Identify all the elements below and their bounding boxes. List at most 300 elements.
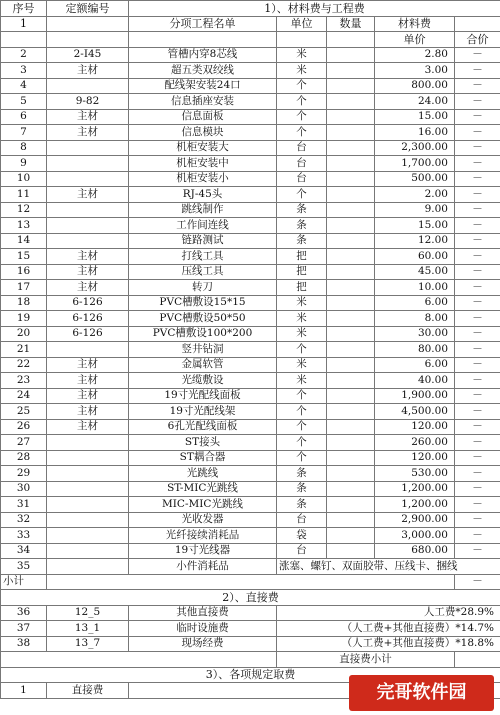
- row-price: 500.00: [375, 171, 455, 187]
- row-code: 主材: [47, 404, 129, 420]
- row-seq: 22: [1, 357, 47, 373]
- header-row: [1, 16, 500, 32]
- row-code: [47, 512, 129, 528]
- row-seq: 38: [1, 636, 47, 652]
- row-total: －: [455, 497, 500, 513]
- row-code: 6-126: [47, 311, 129, 327]
- table-row: [1, 94, 500, 110]
- row-qty: [327, 202, 375, 218]
- row-formula: （人工费+其他直接费）*18.8%: [277, 636, 500, 652]
- header-seq: 序号: [1, 1, 47, 17]
- row-seq: 8: [1, 140, 47, 156]
- table-row: [1, 512, 500, 528]
- row-price: 16.00: [375, 125, 455, 141]
- row-item: ST接头: [129, 435, 277, 451]
- row-total: －: [455, 481, 500, 497]
- table-row-35: [1, 559, 500, 575]
- row-price: 2,900.00: [375, 512, 455, 528]
- row-qty: [327, 326, 375, 342]
- header-unit: 单位: [277, 16, 327, 32]
- row-qty: [327, 342, 375, 358]
- table-row: [1, 326, 500, 342]
- row-item: MIC-MIC光跳线: [129, 497, 277, 513]
- row-item: 机柜安装小: [129, 171, 277, 187]
- row-seq: 32: [1, 512, 47, 528]
- row-total: －: [455, 342, 500, 358]
- table-row: [1, 233, 500, 249]
- row-total: －: [455, 140, 500, 156]
- row-total: －: [455, 202, 500, 218]
- table-row: [1, 357, 500, 373]
- row-unit: 条: [277, 218, 327, 234]
- row-item: 临时设施费: [129, 621, 277, 637]
- row-total: －: [455, 404, 500, 420]
- row-unit: 条: [277, 497, 327, 513]
- row-price: 2.00: [375, 187, 455, 203]
- row-unit: 米: [277, 295, 327, 311]
- direct-subtotal-row: [1, 652, 500, 668]
- row-code: 主材: [47, 357, 129, 373]
- row-item: 机柜安装大: [129, 140, 277, 156]
- direct-fee-row: [1, 621, 500, 637]
- row-seq: 6: [1, 109, 47, 125]
- row-unit: 个: [277, 342, 327, 358]
- row-item: 超五类双绞线: [129, 63, 277, 79]
- row-unit: 个: [277, 450, 327, 466]
- row-unit: 条: [277, 466, 327, 482]
- row-unit: 台: [277, 543, 327, 559]
- row-price: 530.00: [375, 466, 455, 482]
- row-item: 管槽内穿8芯线: [129, 47, 277, 63]
- row-price: 30.00: [375, 326, 455, 342]
- row-qty: [327, 78, 375, 94]
- row-seq: 28: [1, 450, 47, 466]
- table-row: [1, 466, 500, 482]
- row-qty: [327, 388, 375, 404]
- table-row: [1, 187, 500, 203]
- row-seq: 10: [1, 171, 47, 187]
- row-price: 9.00: [375, 202, 455, 218]
- row-qty: [327, 435, 375, 451]
- row-qty: [327, 295, 375, 311]
- row-item: 光跳线: [129, 466, 277, 482]
- row-item: 打线工具: [129, 249, 277, 265]
- row-qty: [327, 419, 375, 435]
- row-price: 45.00: [375, 264, 455, 280]
- row-unit: 条: [277, 202, 327, 218]
- row-seq: 20: [1, 326, 47, 342]
- row-code: 2-I45: [47, 47, 129, 63]
- row-total: －: [455, 357, 500, 373]
- row-price: 1,900.00: [375, 388, 455, 404]
- row-price: 15.00: [375, 218, 455, 234]
- row-total: －: [455, 47, 500, 63]
- row-code: [47, 140, 129, 156]
- row-code: 6-126: [47, 295, 129, 311]
- row-item: 配线架安装24口: [129, 78, 277, 94]
- row-item: 19寸光配线架: [129, 404, 277, 420]
- header-unit-price: 单价: [375, 32, 455, 48]
- row-seq: 1: [1, 683, 47, 699]
- row-code: [47, 466, 129, 482]
- row-code: 6-126: [47, 326, 129, 342]
- row-code: 主材: [47, 187, 129, 203]
- row-price: 8.00: [375, 311, 455, 327]
- row-seq: 27: [1, 435, 47, 451]
- row-formula: （人工费+其他直接费）*14.7%: [277, 621, 500, 637]
- row-code: 直接费: [47, 683, 129, 699]
- row-seq: 25: [1, 404, 47, 420]
- row-qty: [327, 512, 375, 528]
- row-unit: 个: [277, 435, 327, 451]
- row-unit: 把: [277, 280, 327, 296]
- row-seq: 14: [1, 233, 47, 249]
- row-item: 链路测试: [129, 233, 277, 249]
- row-total: －: [455, 450, 500, 466]
- row-item: 信息模块: [129, 125, 277, 141]
- row-unit: 个: [277, 78, 327, 94]
- row-item: 转刀: [129, 280, 277, 296]
- row-price: 680.00: [375, 543, 455, 559]
- row-qty: [327, 481, 375, 497]
- row-code: 主材: [47, 63, 129, 79]
- row-code: 9-82: [47, 94, 129, 110]
- row-item: 竖井钻洞: [129, 342, 277, 358]
- row-qty: [327, 249, 375, 265]
- row-total: －: [455, 326, 500, 342]
- row-unit: 米: [277, 373, 327, 389]
- row-code: [47, 202, 129, 218]
- table-row: [1, 264, 500, 280]
- row-total: －: [455, 512, 500, 528]
- row-item: 光收发器: [129, 512, 277, 528]
- header-code: 定额编号: [47, 1, 129, 17]
- row-price: 4,500.00: [375, 404, 455, 420]
- row-item: 信息插座安装: [129, 94, 277, 110]
- row-item: 机柜安装中: [129, 156, 277, 172]
- row-code: [47, 559, 129, 575]
- row-qty: [327, 63, 375, 79]
- table-row: [1, 342, 500, 358]
- header-item: 分项工程名单: [129, 16, 277, 32]
- row-unit: 个: [277, 125, 327, 141]
- row-unit: 个: [277, 94, 327, 110]
- row-seq: 4: [1, 78, 47, 94]
- row-qty: [327, 543, 375, 559]
- row-item: 光缆敷设: [129, 373, 277, 389]
- row-code: [47, 528, 129, 544]
- row-total: －: [455, 125, 500, 141]
- row-item: 金属软管: [129, 357, 277, 373]
- row-code: [47, 171, 129, 187]
- row-total: －: [455, 466, 500, 482]
- table-row: [1, 373, 500, 389]
- row-seq: 23: [1, 373, 47, 389]
- row-unit: 个: [277, 419, 327, 435]
- row-total: －: [455, 78, 500, 94]
- row-item: RJ-45头: [129, 187, 277, 203]
- row-price: 800.00: [375, 78, 455, 94]
- row-item: ST耦合器: [129, 450, 277, 466]
- row-seq: 29: [1, 466, 47, 482]
- row-item: 6孔光配线面板: [129, 419, 277, 435]
- row-qty: [327, 528, 375, 544]
- row-unit: 台: [277, 156, 327, 172]
- row-unit: 米: [277, 311, 327, 327]
- header-row-seq: 1: [1, 16, 47, 32]
- row-code: [47, 481, 129, 497]
- row-qty: [327, 109, 375, 125]
- table-row: [1, 435, 500, 451]
- row-item: PVC槽敷设100*200: [129, 326, 277, 342]
- row-seq: 31: [1, 497, 47, 513]
- row-seq: 15: [1, 249, 47, 265]
- row-code: 主材: [47, 264, 129, 280]
- row-unit: 台: [277, 171, 327, 187]
- row-unit: 条: [277, 481, 327, 497]
- table-row: [1, 249, 500, 265]
- row-seq: 13: [1, 218, 47, 234]
- row-seq: 18: [1, 295, 47, 311]
- row-total: －: [455, 94, 500, 110]
- row-seq: 35: [1, 559, 47, 575]
- row-price: 2,300.00: [375, 140, 455, 156]
- row-qty: [327, 187, 375, 203]
- row-code: [47, 435, 129, 451]
- row-unit: 把: [277, 249, 327, 265]
- row-code: 主材: [47, 125, 129, 141]
- subtotal-value: －: [455, 574, 500, 590]
- row-code: 主材: [47, 249, 129, 265]
- section-2-title: 2）、直接费: [1, 590, 500, 606]
- row-price: 3,000.00: [375, 528, 455, 544]
- row-total: －: [455, 543, 500, 559]
- table-row: [1, 543, 500, 559]
- row-note: 涨塞、螺钉、双面胶带、压线卡、捆线: [277, 559, 500, 575]
- row-item: 现场经费: [129, 636, 277, 652]
- row-qty: [327, 218, 375, 234]
- direct-fee-row: [1, 605, 500, 621]
- row-seq: 5: [1, 94, 47, 110]
- row-item: PVC槽敷设15*15: [129, 295, 277, 311]
- row-total: －: [455, 435, 500, 451]
- row-price: 60.00: [375, 249, 455, 265]
- row-code: [47, 233, 129, 249]
- row-code: [47, 342, 129, 358]
- row-price: 120.00: [375, 450, 455, 466]
- table-row: [1, 388, 500, 404]
- row-item: PVC槽敷设50*50: [129, 311, 277, 327]
- row-code: 主材: [47, 280, 129, 296]
- row-unit: 台: [277, 140, 327, 156]
- table-row: [1, 63, 500, 79]
- row-total: －: [455, 373, 500, 389]
- row-qty: [327, 171, 375, 187]
- row-total: －: [455, 388, 500, 404]
- table-row: [1, 497, 500, 513]
- table-row: [1, 78, 500, 94]
- row-code: 12_5: [47, 605, 129, 621]
- row-seq: 37: [1, 621, 47, 637]
- row-total: －: [455, 264, 500, 280]
- row-total: －: [455, 249, 500, 265]
- row-item: 19寸光配线面板: [129, 388, 277, 404]
- row-seq: 3: [1, 63, 47, 79]
- row-qty: [327, 233, 375, 249]
- row-unit: 把: [277, 264, 327, 280]
- row-unit: 个: [277, 187, 327, 203]
- watermark-logo: 完哥软件园: [349, 675, 494, 711]
- row-qty: [327, 140, 375, 156]
- row-price: 1,700.00: [375, 156, 455, 172]
- row-qty: [327, 47, 375, 63]
- row-code: 13_1: [47, 621, 129, 637]
- row-item: 工作间连线: [129, 218, 277, 234]
- table-row: [1, 481, 500, 497]
- row-qty: [327, 94, 375, 110]
- table-row: [1, 47, 500, 63]
- row-seq: 33: [1, 528, 47, 544]
- header-fee: 材料费: [375, 16, 455, 32]
- row-qty: [327, 466, 375, 482]
- row-unit: 米: [277, 63, 327, 79]
- row-price: 10.00: [375, 280, 455, 296]
- row-seq: 9: [1, 156, 47, 172]
- row-qty: [327, 497, 375, 513]
- row-price: 6.00: [375, 357, 455, 373]
- row-qty: [327, 280, 375, 296]
- row-code: 主材: [47, 109, 129, 125]
- header-total: 合价: [455, 32, 500, 48]
- row-seq: 2: [1, 47, 47, 63]
- table-row: [1, 311, 500, 327]
- row-total: －: [455, 280, 500, 296]
- row-qty: [327, 357, 375, 373]
- row-code: [47, 156, 129, 172]
- row-price: 2.80: [375, 47, 455, 63]
- row-unit: 米: [277, 326, 327, 342]
- row-price: 12.00: [375, 233, 455, 249]
- row-unit: 米: [277, 47, 327, 63]
- row-seq: 34: [1, 543, 47, 559]
- row-price: 260.00: [375, 435, 455, 451]
- table-row: [1, 404, 500, 420]
- row-total: －: [455, 311, 500, 327]
- row-price: 6.00: [375, 295, 455, 311]
- row-seq: 12: [1, 202, 47, 218]
- row-price: 80.00: [375, 342, 455, 358]
- row-unit: 个: [277, 404, 327, 420]
- row-qty: [327, 404, 375, 420]
- row-seq: 11: [1, 187, 47, 203]
- row-qty: [327, 125, 375, 141]
- row-seq: 16: [1, 264, 47, 280]
- row-price: 24.00: [375, 94, 455, 110]
- table-row: [1, 156, 500, 172]
- row-item: 跳线制作: [129, 202, 277, 218]
- row-item: 信息面板: [129, 109, 277, 125]
- table-row: [1, 295, 500, 311]
- row-code: 主材: [47, 419, 129, 435]
- row-unit: 袋: [277, 528, 327, 544]
- row-seq: 17: [1, 280, 47, 296]
- section-3-title: 3）、各项规定取费: [1, 667, 500, 683]
- row-seq: 30: [1, 481, 47, 497]
- row-item: 小件消耗品: [129, 559, 277, 575]
- row-total: －: [455, 187, 500, 203]
- row-qty: [327, 156, 375, 172]
- row-price: 3.00: [375, 63, 455, 79]
- row-code: 13_7: [47, 636, 129, 652]
- row-item: 19寸光线器: [129, 543, 277, 559]
- row-seq: 21: [1, 342, 47, 358]
- table-row: [1, 280, 500, 296]
- row-price: 1,200.00: [375, 497, 455, 513]
- table-row: [1, 140, 500, 156]
- row-seq: 36: [1, 605, 47, 621]
- row-seq: 19: [1, 311, 47, 327]
- table-row: [1, 419, 500, 435]
- section-2-row: [1, 590, 500, 606]
- row-seq: 24: [1, 388, 47, 404]
- row-code: [47, 78, 129, 94]
- row-price: 1,200.00: [375, 481, 455, 497]
- subtotal-row: [1, 574, 500, 590]
- row-formula: 人工费*28.9%: [277, 605, 500, 621]
- table-row: [1, 171, 500, 187]
- row-total: －: [455, 156, 500, 172]
- section-1-row: [1, 1, 500, 17]
- section-1-title: 1）、材料费与工程费: [129, 1, 500, 17]
- row-unit: 米: [277, 357, 327, 373]
- row-code: [47, 497, 129, 513]
- row-total: －: [455, 218, 500, 234]
- direct-fee-row: [1, 636, 500, 652]
- row-seq: 26: [1, 419, 47, 435]
- row-item: 光纤接续消耗品: [129, 528, 277, 544]
- row-unit: 台: [277, 512, 327, 528]
- subheader-row: [1, 32, 500, 48]
- row-total: －: [455, 295, 500, 311]
- row-total: －: [455, 63, 500, 79]
- row-unit: 个: [277, 109, 327, 125]
- row-price: 15.00: [375, 109, 455, 125]
- row-qty: [327, 373, 375, 389]
- header-qty: 数量: [327, 16, 375, 32]
- table-row: [1, 528, 500, 544]
- table-row: [1, 202, 500, 218]
- table-row: [1, 218, 500, 234]
- row-unit: 条: [277, 233, 327, 249]
- row-item: 压线工具: [129, 264, 277, 280]
- row-total: －: [455, 528, 500, 544]
- row-total: －: [455, 171, 500, 187]
- row-seq: 7: [1, 125, 47, 141]
- row-code: 主材: [47, 388, 129, 404]
- row-total: －: [455, 419, 500, 435]
- row-price: 120.00: [375, 419, 455, 435]
- subtotal-label: 小计: [1, 574, 47, 590]
- row-qty: [327, 450, 375, 466]
- row-qty: [327, 311, 375, 327]
- row-total: －: [455, 109, 500, 125]
- row-qty: [327, 264, 375, 280]
- row-code: 主材: [47, 373, 129, 389]
- direct-subtotal-label: 直接费小计: [277, 652, 455, 668]
- row-code: [47, 218, 129, 234]
- table-row: [1, 109, 500, 125]
- table-row: [1, 450, 500, 466]
